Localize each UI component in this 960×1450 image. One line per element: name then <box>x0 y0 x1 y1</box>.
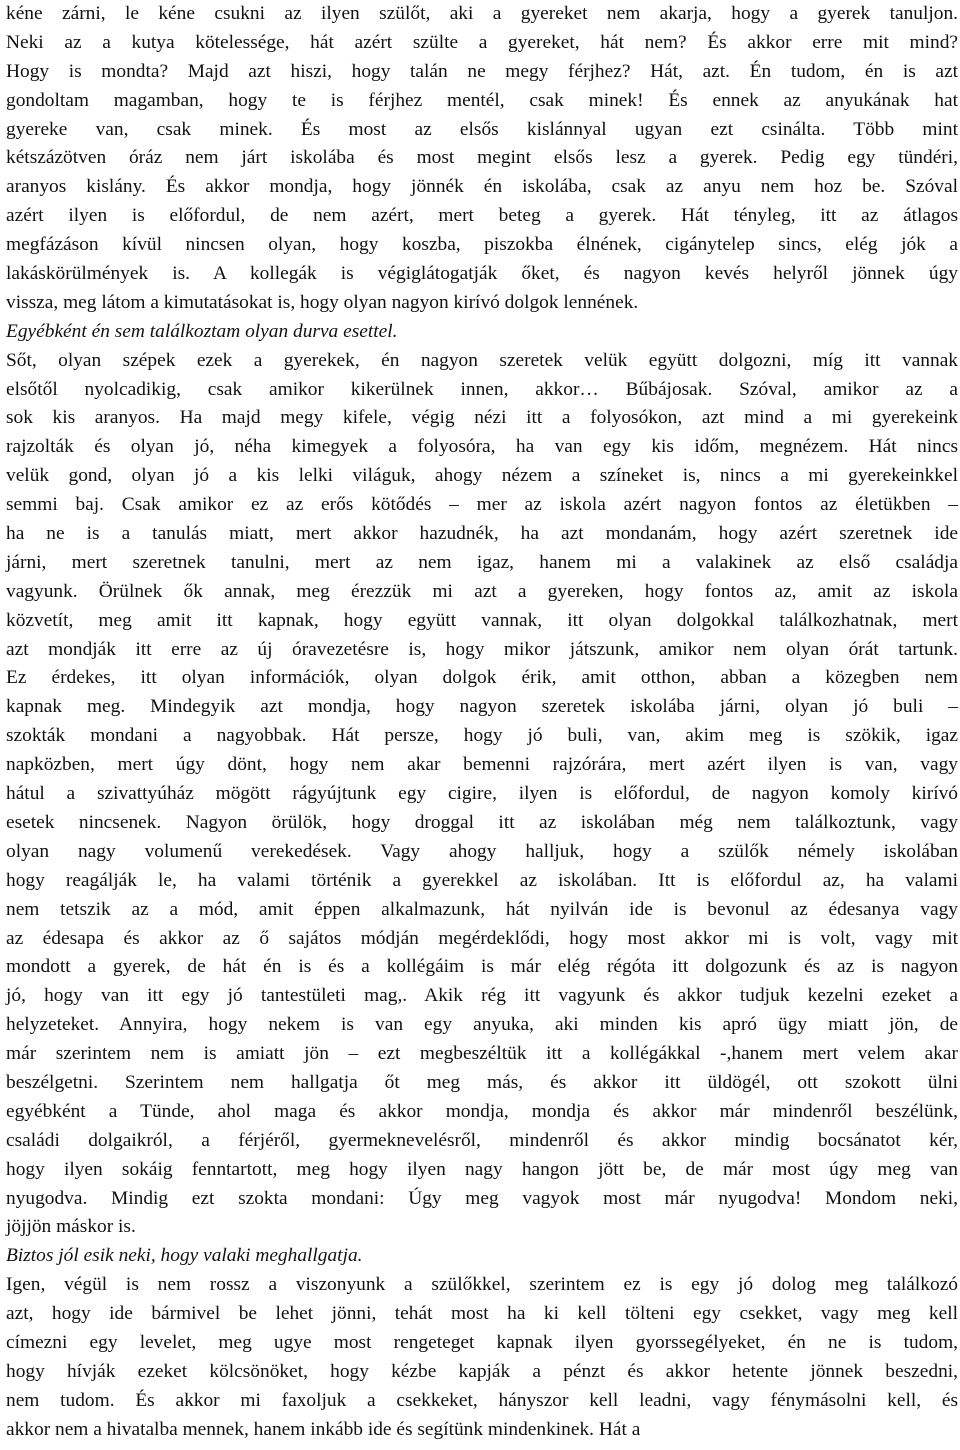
text-line: kétszázötven óráz nem járt iskolába és most megint elsős lesz a gyerek. Pedig egy tündéri, <box>6 147 958 169</box>
text-line: kapnak meg. Mindegyik azt mondja, hogy nagyon szeretek iskolába járni, olyan jó buli – <box>6 696 958 718</box>
text-line: azért ilyen is előfordul, de nem azért, mert beteg a gyerek. Hát tényleg, itt az átlagos <box>6 205 958 227</box>
interviewer-question-line: Egyébként én sem találkoztam olyan durva esettel. <box>6 320 398 342</box>
text-line: nyugodva. Mindig ezt szokta mondani: Úgy meg vagyok most már nyugodva! Mondom neki, <box>6 1187 958 1209</box>
text-line: nem tudom. És akkor mi faxoljuk a csekkeket, hányszor kell leadni, vagy fénymásolni kell, és <box>6 1389 958 1411</box>
text-line: egyébként a Tünde, ahol maga és akkor mondja, mondja és akkor már mindenről beszélünk, <box>6 1100 958 1122</box>
text-line: velük gond, olyan jó a kis lelki világuk, ahogy nézem a színeket is, nincs a mi gyerekeinkkel <box>6 465 958 487</box>
text-line: megfázáson kívül nincsen olyan, hogy koszba, piszokba élnének, cigánytelep sincs, elég jók a <box>6 234 958 256</box>
text-line: közvetít, meg amit itt kapnak, hogy együtt vannak, itt olyan dolgokkal találkozhatnak, mert <box>6 609 958 631</box>
text-line: Ez érdekes, itt olyan információk, olyan dolgok érik, amit otthon, abban a közegben nem <box>6 667 958 689</box>
text-line: sok kis aranyos. Ha majd megy kifele, végig nézi itt a folyosókon, azt mind a mi gyerekeink <box>6 407 958 429</box>
text-line: helyzeteket. Annyira, hogy nekem is van egy anyuka, aki minden kis apró ügy miatt jön, de <box>6 1014 958 1036</box>
text-line: az édesapa és akkor az ő sajátos módján megérdeklődi, hogy most akkor mi is volt, vagy mit <box>6 927 958 949</box>
text-line: jó, hogy van itt egy jó tantestületi mag,. Akik rég itt vagyunk és akkor tudjuk kezelni ezeket a <box>6 985 958 1007</box>
text-line: nem tetszik az a mód, amit éppen alkalmazunk, hát nyilván ide is bevonul az édesanya vagy <box>6 898 958 920</box>
text-line: már szerintem nem is amiatt jön – ezt megbeszéltük itt a kollégákkal -,hanem mert velem akar <box>6 1043 958 1065</box>
text-line: címezni egy levelet, meg ugye most rengeteget kapnak ilyen gyorssegélyeket, én ne is tudom, <box>6 1331 958 1353</box>
text-line: kéne zárni, le kéne csukni az ilyen szülőt, aki a gyereket nem akarja, hogy a gyerek tanuljon. <box>6 3 958 24</box>
text-line: Igen, végül is nem rossz a viszonyunk a szülőkkel, szerintem ez is egy jó dolog meg találkozó <box>6 1274 958 1296</box>
text-line: semmi baj. Csak amikor ez az erős kötődés – mer az iskola azért nagyon fontos az életükben – <box>6 494 958 516</box>
text-line: akkor nem a hivatalba mennek, hanem inkább ide és segítünk mindenkinek. Hát a <box>6 1418 641 1440</box>
text-line: azt, hogy ide bármivel be lehet jönni, tehát most ha ki kell tölteni egy csekket, vagy meg kell <box>6 1303 958 1325</box>
text-line: járni, mert szeretnek tanulni, mert az nem igaz, hanem mi a valakinek az első családja <box>6 551 958 573</box>
text-line: hátul a szivattyúház mögött rágyújtunk egy cigire, ilyen is előfordul, de nagyon komoly kirívó <box>6 783 958 805</box>
text-line: hogy reagálják le, ha valami történik a gyerekkel az iskolában. Itt is előfordul az, ha valami <box>6 869 958 891</box>
text-line: olyan nagy volumenű verekedések. Vagy ahogy halljuk, hogy a szülők némely iskolában <box>6 840 958 862</box>
text-line: hogy hívják ezeket kölcsönöket, hogy kézbe kapják a pénzt és akkor hetente jönnek beszedni, <box>6 1360 958 1382</box>
text-line: gyereke van, csak minek. És most az elsős kislánnyal ugyan ezt csinálta. Több mint <box>6 118 958 140</box>
text-line: rajzolták és olyan jó, néha kimegyek a folyosóra, ha van egy kis időm, megnézem. Hát nincs <box>6 436 958 458</box>
text-line: szokták mondani a nagyobbak. Hát persze, hogy jó buli, van, akim meg is szökik, igaz <box>6 725 958 747</box>
text-line: vagyunk. Örülnek ők annak, meg érezzük mi azt a gyereken, hogy fontos az, amit az iskola <box>6 580 958 602</box>
text-line: aranyos kislány. És akkor mondja, hogy jönnék én iskolába, csak az anyu nem hoz be. Szóval <box>6 176 958 198</box>
text-line: lakáskörülmények is. A kollegák is végiglátogatják őket, és nagyon kevés helyről jönnek úgy <box>6 263 958 285</box>
text-line: mondott a gyerek, de hát én is és a kollégáim is már elég régóta itt dolgozunk és az is nagyon <box>6 956 958 978</box>
text-line: családi dolgaikról, a férjéről, gyermeknevelésről, mindenről és akkor mindig bocsánatot kér, <box>6 1129 958 1151</box>
text-line: elsőtől nyolcadikig, csak amikor kikerülnek innen, akkor… Bűbájosak. Szóval, amikor az a <box>6 378 958 400</box>
text-line: hogy ilyen sokáig fenntartott, meg hogy ilyen nagy hangon jött be, de már most úgy meg van <box>6 1158 958 1180</box>
text-line: beszélgetni. Szerintem nem hallgatja őt meg más, és akkor itt üldögél, ott szokott ülni <box>6 1071 958 1093</box>
text-line: ha ne is a tanulás miatt, mert akkor hazudnék, ha azt mondanám, hogy azért szeretnek ide <box>6 523 958 545</box>
text-line: Hogy is mondta? Majd azt hiszi, hogy talán ne megy férjhez? Hát, azt. Én tudom, én is azt <box>6 60 958 82</box>
text-line: napközben, mert úgy dönt, hogy nem akar bemenni rajzórára, mert azért ilyen is van, vagy <box>6 754 958 776</box>
text-line: Sőt, olyan szépek ezek a gyerekek, én nagyon szeretek velük együtt dolgozni, míg itt vannak <box>6 349 958 371</box>
text-line: jöjjön máskor is. <box>6 1216 136 1238</box>
text-line: vissza, meg látom a kimutatásokat is, hogy olyan nagyon kirívó dolgok lennének. <box>6 291 639 313</box>
text-line: Neki az a kutya kötelessége, hát azért szülte a gyereket, hát nem? És akkor erre mit mind? <box>6 31 958 53</box>
document-page <box>6 0 958 1445</box>
text-line: azt mondják itt erre az új óravezetésre is, hogy mikor játszunk, amikor nem olyan órát tartunk. <box>6 638 958 660</box>
text-line: gondoltam magamban, hogy te is férjhez mentél, csak minek! És ennek az anyukának hat <box>6 89 958 111</box>
interviewer-question-line: Biztos jól esik neki, hogy valaki meghallgatja. <box>6 1245 363 1267</box>
text-line: esetek nincsenek. Nagyon örülök, hogy droggal itt az iskolában még nem találkoztunk, vagy <box>6 811 958 833</box>
